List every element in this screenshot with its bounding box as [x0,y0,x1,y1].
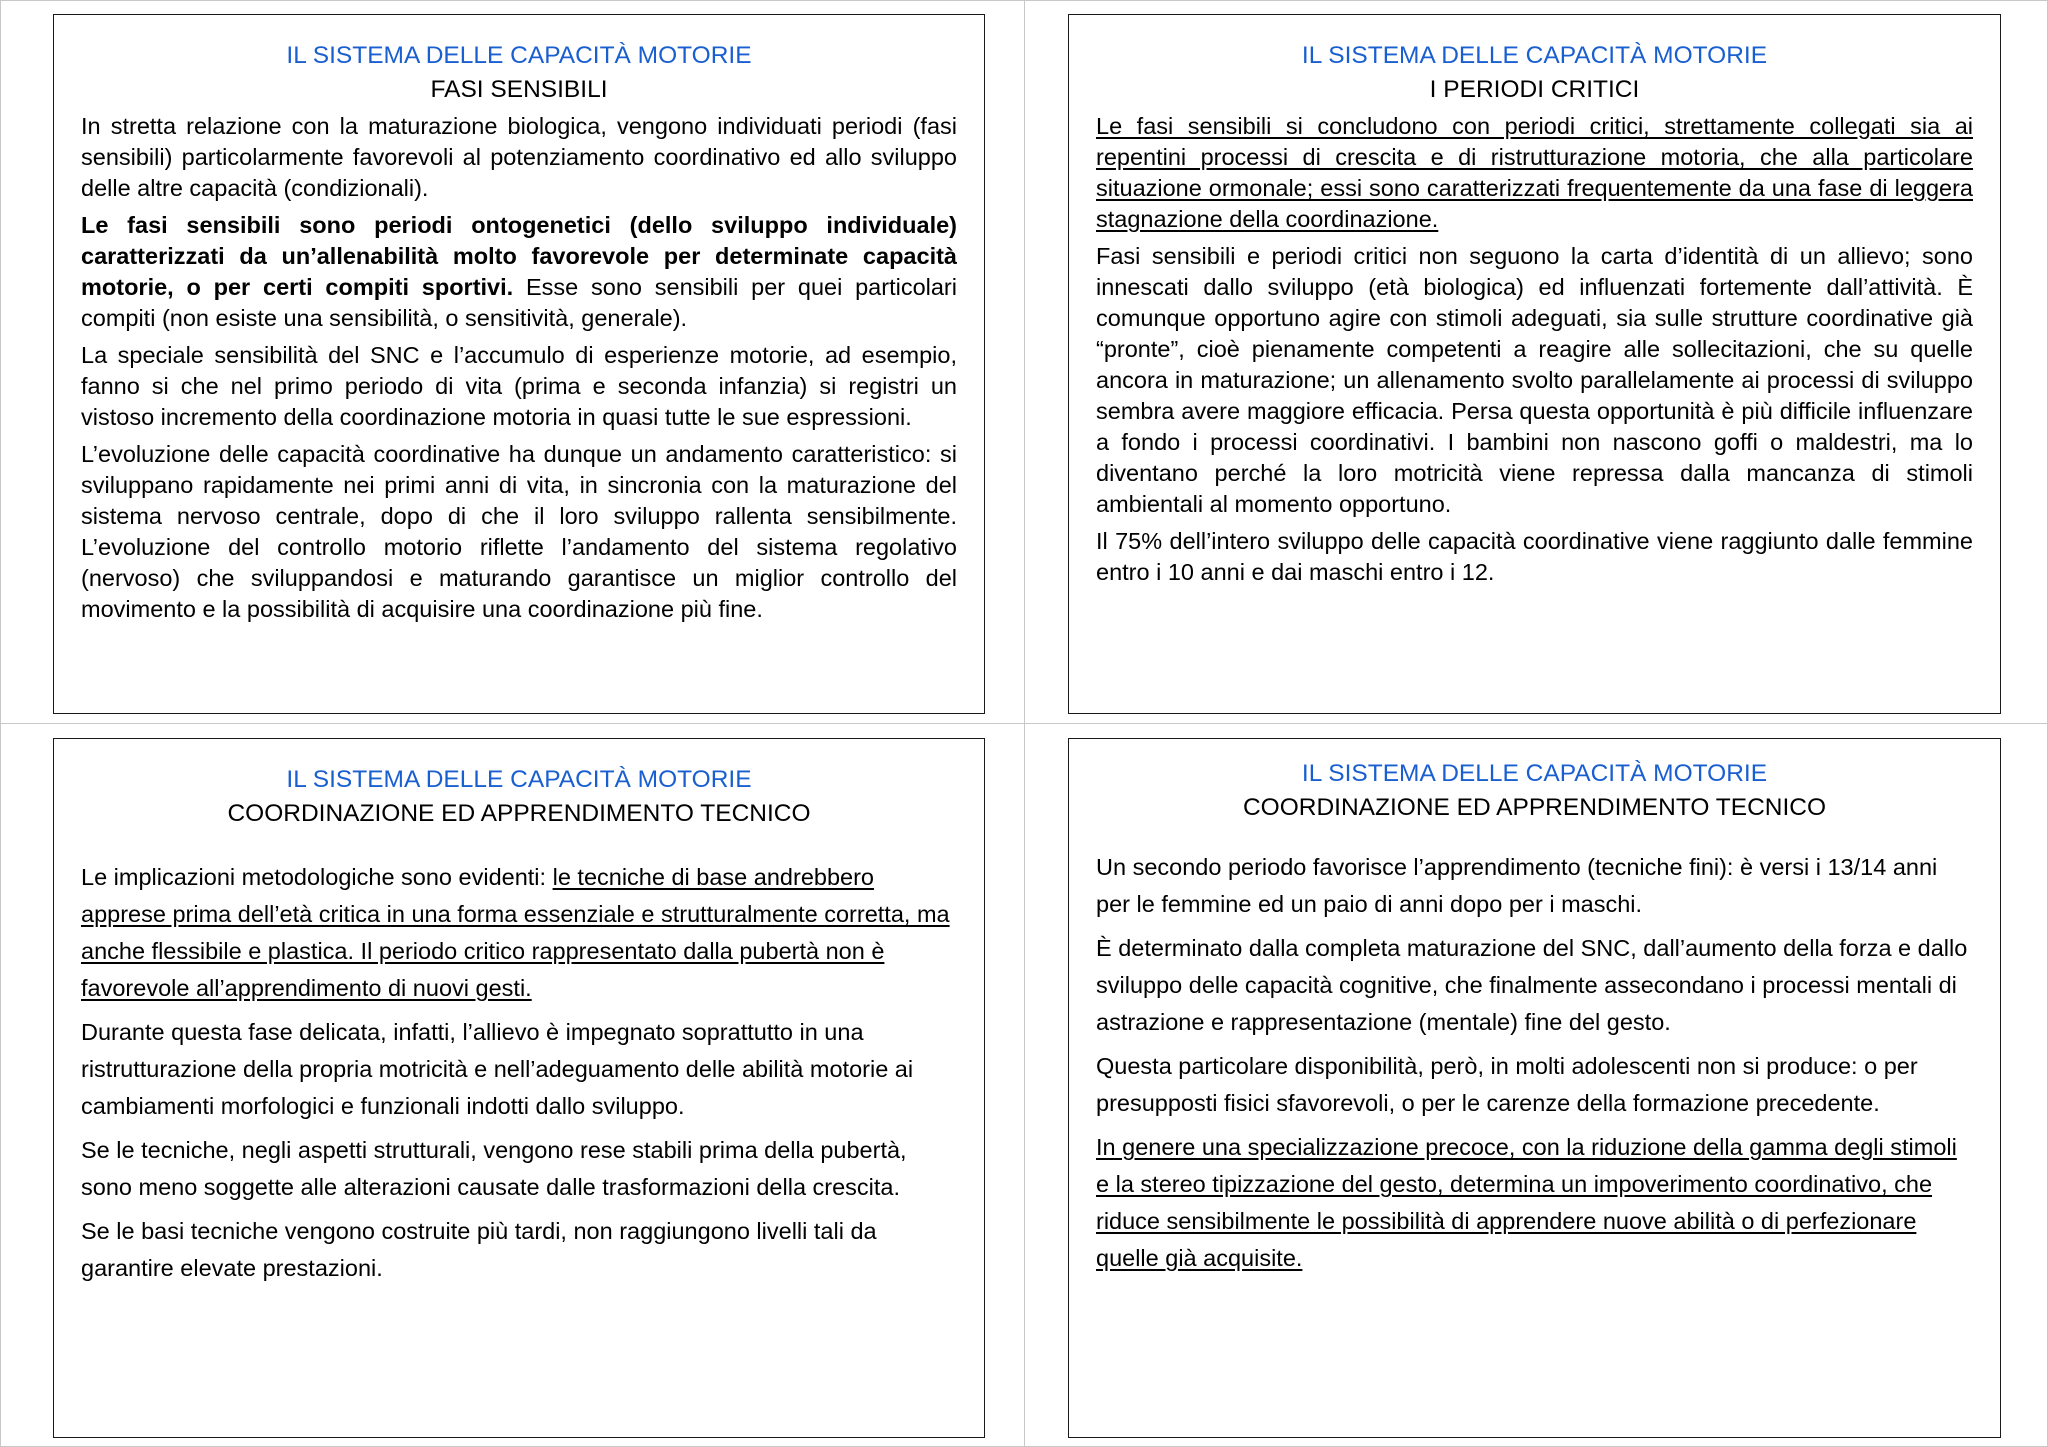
paragraph: Un secondo periodo favorisce l’apprendimento (tecniche fini): è versi i 13/14 anni per le femmine ed un paio di anni dopo per i maschi. [1096,854,1938,917]
paragraph-start: Le implicazioni metodologiche sono evidenti: [81,864,553,890]
slide-coordinazione-1 [53,738,985,1438]
paragraph [81,210,957,334]
paragraph: Se le tecniche, negli aspetti strutturali, vengono rese stabili prima della pubertà, sono meno soggette alle alterazioni causate dalle trasformazioni della crescita. [81,1137,907,1200]
paragraph: L’evoluzione delle capacità coordinative ha dunque un andamento caratteristico: si sviluppano rapidamente nei primi anni di vita, in sincronia con la maturazione del sistema nervoso centrale, dopo di che il loro sviluppo rallenta sensibilmente. L’evoluzione del controllo motorio riflette l’andamento del sistema regolativo (nervoso) che sviluppandosi e maturando garantisce un miglior controllo del movimento e la possibilità di acquisire una coordinazione più fine. [81,441,957,622]
paragraph: In stretta relazione con la maturazione biologica, vengono individuati periodi (fasi sensibili) particolarmente favorevoli al potenziamento coordinativo ed allo sviluppo delle altre capacità (condizionali). [81,113,957,201]
paragraph: Questa particolare disponibilità, però, in molti adolescenti non si produce: o per presupposti fisici sfavorevoli, o per le carenze della formazione precedente. [1096,1053,1918,1116]
paragraph: Se le basi tecniche vengono costruite più tardi, non raggiungono livelli tali da garantire elevate prestazioni. [81,1218,877,1281]
slide-coordinazione-2 [1068,738,2001,1438]
underlined-paragraph: In genere una specializzazione precoce, con la riduzione della gamma degli stimoli e la stereo tipizzazione del gesto, determina un impoverimento coordinativo, che riduce sensibilmente le possibilità di apprendere nuove abilità o di perfezionare quelle già acquisite. [1096,1134,1957,1271]
paragraph: È determinato dalla completa maturazione del SNC, dall’aumento della forza e dallo sviluppo delle capacità cognitive, che finalmente assecondano i processi mentali di astrazione e rappresentazione (mentale) fine del gesto. [1096,935,1968,1035]
slide-periodi-critici [1068,14,2001,714]
paragraph-rest: Esse sono sensibili per quei particolari compiti (non esiste una sensibilità, o sensitività, generale). [81,274,957,331]
slide-subtitle: I PERIODI CRITICI [1429,76,1640,103]
slide-title: IL SISTEMA DELLE CAPACITÀ MOTORIE [1301,760,1768,787]
paragraph: Il 75% dell’intero sviluppo delle capacità coordinative viene raggiunto dalle femmine entro i 10 anni e dai maschi entro i 12. [1096,528,1973,585]
paragraph: Durante questa fase delicata, infatti, l’allievo è impegnato soprattutto in una ristrutturazione della propria motricità e nell’adeguamento delle abilità motorie ai cambiamenti morfologici e funzionali indotti dallo sviluppo. [81,1019,914,1119]
slide-title: IL SISTEMA DELLE CAPACITÀ MOTORIE [286,42,752,69]
underlined-paragraph: Le fasi sensibili si concludono con periodi critici, strettamente collegati sia ai repentini processi di crescita e di ristrutturazione motoria, che alla particolare situazione ormonale; essi sono caratterizzati frequentemente da una fase di leggera stagnazione della coordinazione. [1096,113,1973,232]
slide-title: IL SISTEMA DELLE CAPACITÀ MOTORIE [286,766,752,793]
underlined-text: le tecniche di base andrebbero apprese prima dell’età critica in una forma essenziale e strutturalmente corretta, ma anche flessibile e plastica. Il periodo critico rappresentato dalla pubertà non è favorevole all’apprendimento di nuovi gesti. [81,864,950,1001]
slide-fasi-sensibili [53,14,985,714]
slide-title: IL SISTEMA DELLE CAPACITÀ MOTORIE [1301,42,1768,69]
bold-text: Le fasi sensibili sono periodi ontogenetici (dello sviluppo individuale) caratterizzati da un’allenabilità molto favorevole per determinate capacità motorie, o per certi compiti sportivi. [81,212,957,300]
slide-subtitle: FASI SENSIBILI [430,76,608,103]
paragraph: La speciale sensibilità del SNC e l’accumulo di esperienze motorie, ad esempio, fanno si che nel primo periodo di vita (prima e seconda infanzia) si registri un vistoso incremento della coordinazione motoria in quasi tutte le sue espressioni. [81,342,957,430]
slide-subtitle: COORDINAZIONE ED APPRENDIMENTO TECNICO [1242,794,1827,821]
slide-subtitle: COORDINAZIONE ED APPRENDIMENTO TECNICO [227,800,811,827]
paragraph [81,859,957,1007]
paragraph: Fasi sensibili e periodi critici non seguono la carta d’identità di un allievo; sono innescati dallo sviluppo (età biologica) ed influenzati fortemente dall’attività. È comunque opportuno agire con stimoli adeguati, sia sulle strutture coordinative già “pronte”, cioè pienamente competenti a reagire alle sollecitazioni, che su quelle ancora in maturazione; un allenamento svolto parallelamente ai processi di sviluppo sembra avere maggiore efficacia. Persa questa opportunità è più difficile influenzare a fondo i processi coordinativi. I bambini non nascono goffi o maldestri, ma lo diventano perché la loro motricità viene repressa dalla mancanza di stimoli ambientali al momento opportuno. [1096,243,1973,517]
